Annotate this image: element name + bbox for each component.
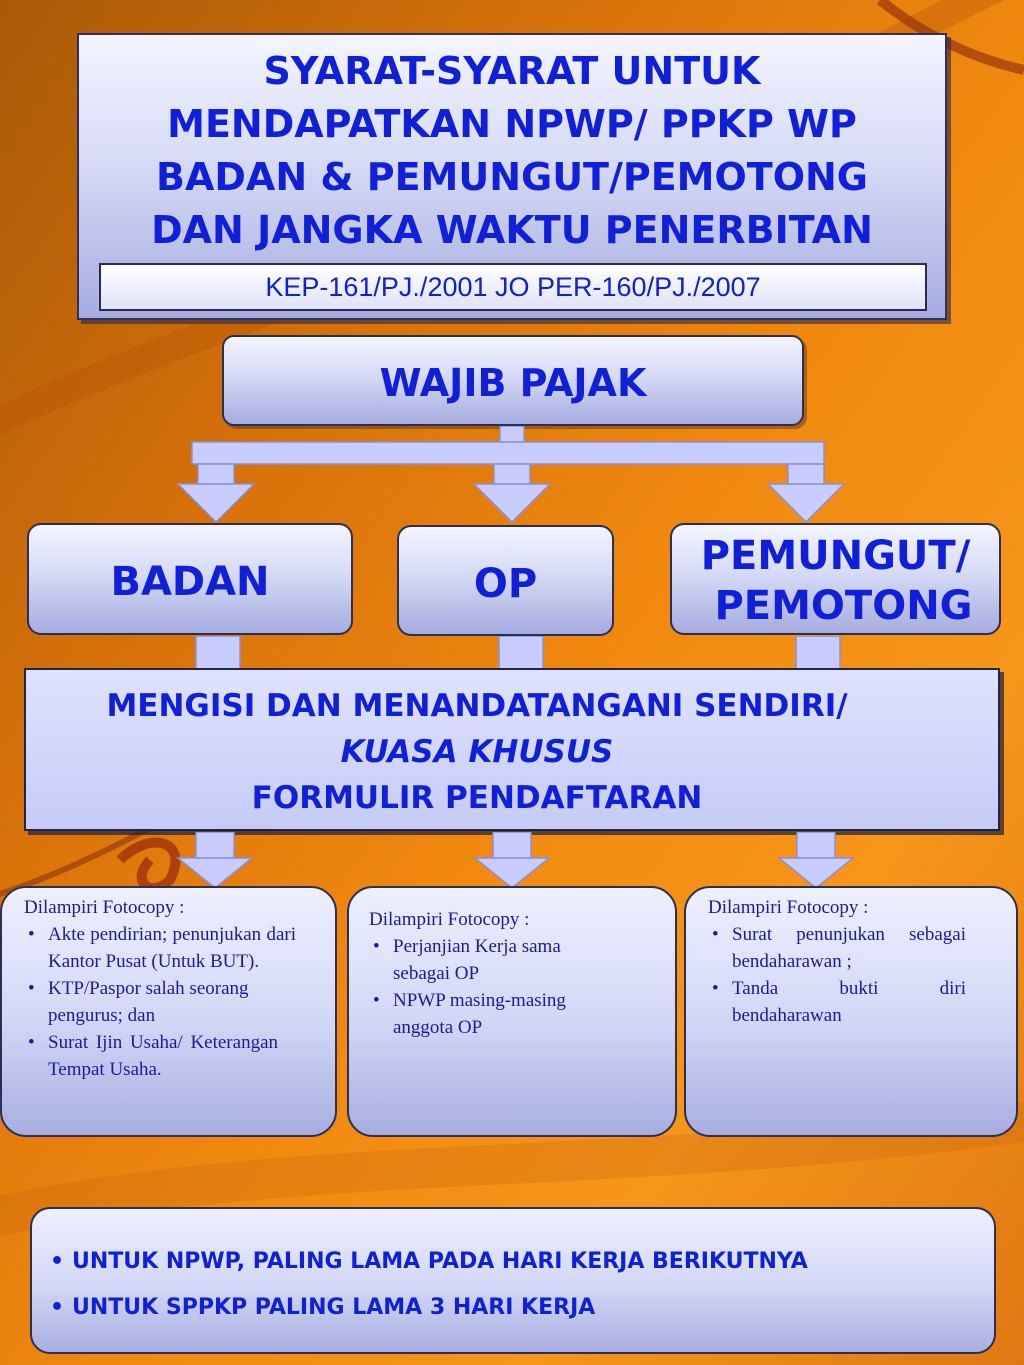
branch-connector xyxy=(170,426,860,526)
bullet-icon: • xyxy=(373,990,380,1011)
form-step-panel xyxy=(24,668,1000,831)
title-line: DAN JANGKA WAKTU PENERBITAN xyxy=(151,208,873,252)
attachments-heading: Dilampiri Fotocopy : xyxy=(24,897,185,918)
attachments-list xyxy=(708,921,966,1029)
deadlines-panel xyxy=(30,1207,996,1354)
node-label: PEMOTONG xyxy=(714,583,973,629)
bullet-icon: • xyxy=(50,1249,65,1274)
node-label: BADAN xyxy=(110,559,270,605)
title-line: BADAN & PEMUNGUT/PEMOTONG xyxy=(156,155,868,199)
deadline-item: • UNTUK NPWP, PALING LAMA PADA HARI KERJA BERIKUTNYA xyxy=(50,1249,808,1274)
attachments-heading: Dilampiri Fotocopy : xyxy=(369,909,530,930)
title-line: MENDAPATKAN NPWP/ PPKP WP xyxy=(167,102,857,146)
bullet-icon: • xyxy=(28,924,35,945)
form-step-line: FORMULIR PENDAFTARAN xyxy=(251,780,703,816)
node-pemungut-pemotong xyxy=(670,523,1001,635)
node-label: WAJIB PAJAK xyxy=(379,361,647,405)
attachments-list xyxy=(24,921,296,1083)
category-connectors xyxy=(0,636,1024,670)
list-item: • Surat Ijin Usaha/ Keterangan Tempat Usaha. xyxy=(24,1029,278,1083)
attachment-arrows xyxy=(0,832,1024,890)
attachments-content xyxy=(24,894,296,1083)
list-item: • Perjanjian Kerja sama sebagai OP xyxy=(369,933,609,987)
list-item: • KTP/Paspor salah seorang pengurus; dan xyxy=(24,975,296,1029)
attachments-badan xyxy=(0,886,337,1137)
attachments-list xyxy=(369,933,609,1041)
reference-banner xyxy=(99,263,927,311)
bullet-icon: • xyxy=(28,978,35,999)
attachments-heading: Dilampiri Fotocopy : xyxy=(708,897,869,918)
list-item: • Akte pendirian; penunjukan dari Kantor Pusat (Untuk BUT). xyxy=(24,921,296,975)
attachments-content xyxy=(369,906,609,1041)
list-item: • NPWP masing-masing anggota OP xyxy=(369,987,609,1041)
bullet-icon: • xyxy=(50,1295,65,1320)
node-badan xyxy=(27,523,353,635)
page-title xyxy=(79,45,945,257)
node-label: OP xyxy=(473,561,538,607)
form-step-line: MENGISI DAN MENANDATANGANI SENDIRI/ xyxy=(106,688,848,724)
form-step-line-italic: KUASA KHUSUS xyxy=(340,734,614,770)
attachments-content xyxy=(708,894,966,1029)
list-item: • Tanda bukti diri bendaharawan xyxy=(708,975,966,1029)
bullet-icon: • xyxy=(28,1032,35,1053)
attachments-op xyxy=(347,886,677,1137)
node-op xyxy=(397,525,614,636)
bullet-icon: • xyxy=(712,978,719,999)
bullet-icon: • xyxy=(373,936,380,957)
title-panel xyxy=(77,33,947,320)
title-line: SYARAT-SYARAT UNTUK xyxy=(263,49,761,93)
attachments-pemungut xyxy=(684,886,1018,1137)
list-item: • Surat penunjukan sebagai bendaharawan ; xyxy=(708,921,966,975)
reference-text: KEP-161/PJ./2001 JO PER-160/PJ./2007 xyxy=(265,272,761,302)
deadline-item: • UNTUK SPPKP PALING LAMA 3 HARI KERJA xyxy=(50,1295,596,1320)
node-wajib-pajak xyxy=(222,335,804,426)
bullet-icon: • xyxy=(712,924,719,945)
node-label: PEMUNGUT/ xyxy=(700,533,971,579)
